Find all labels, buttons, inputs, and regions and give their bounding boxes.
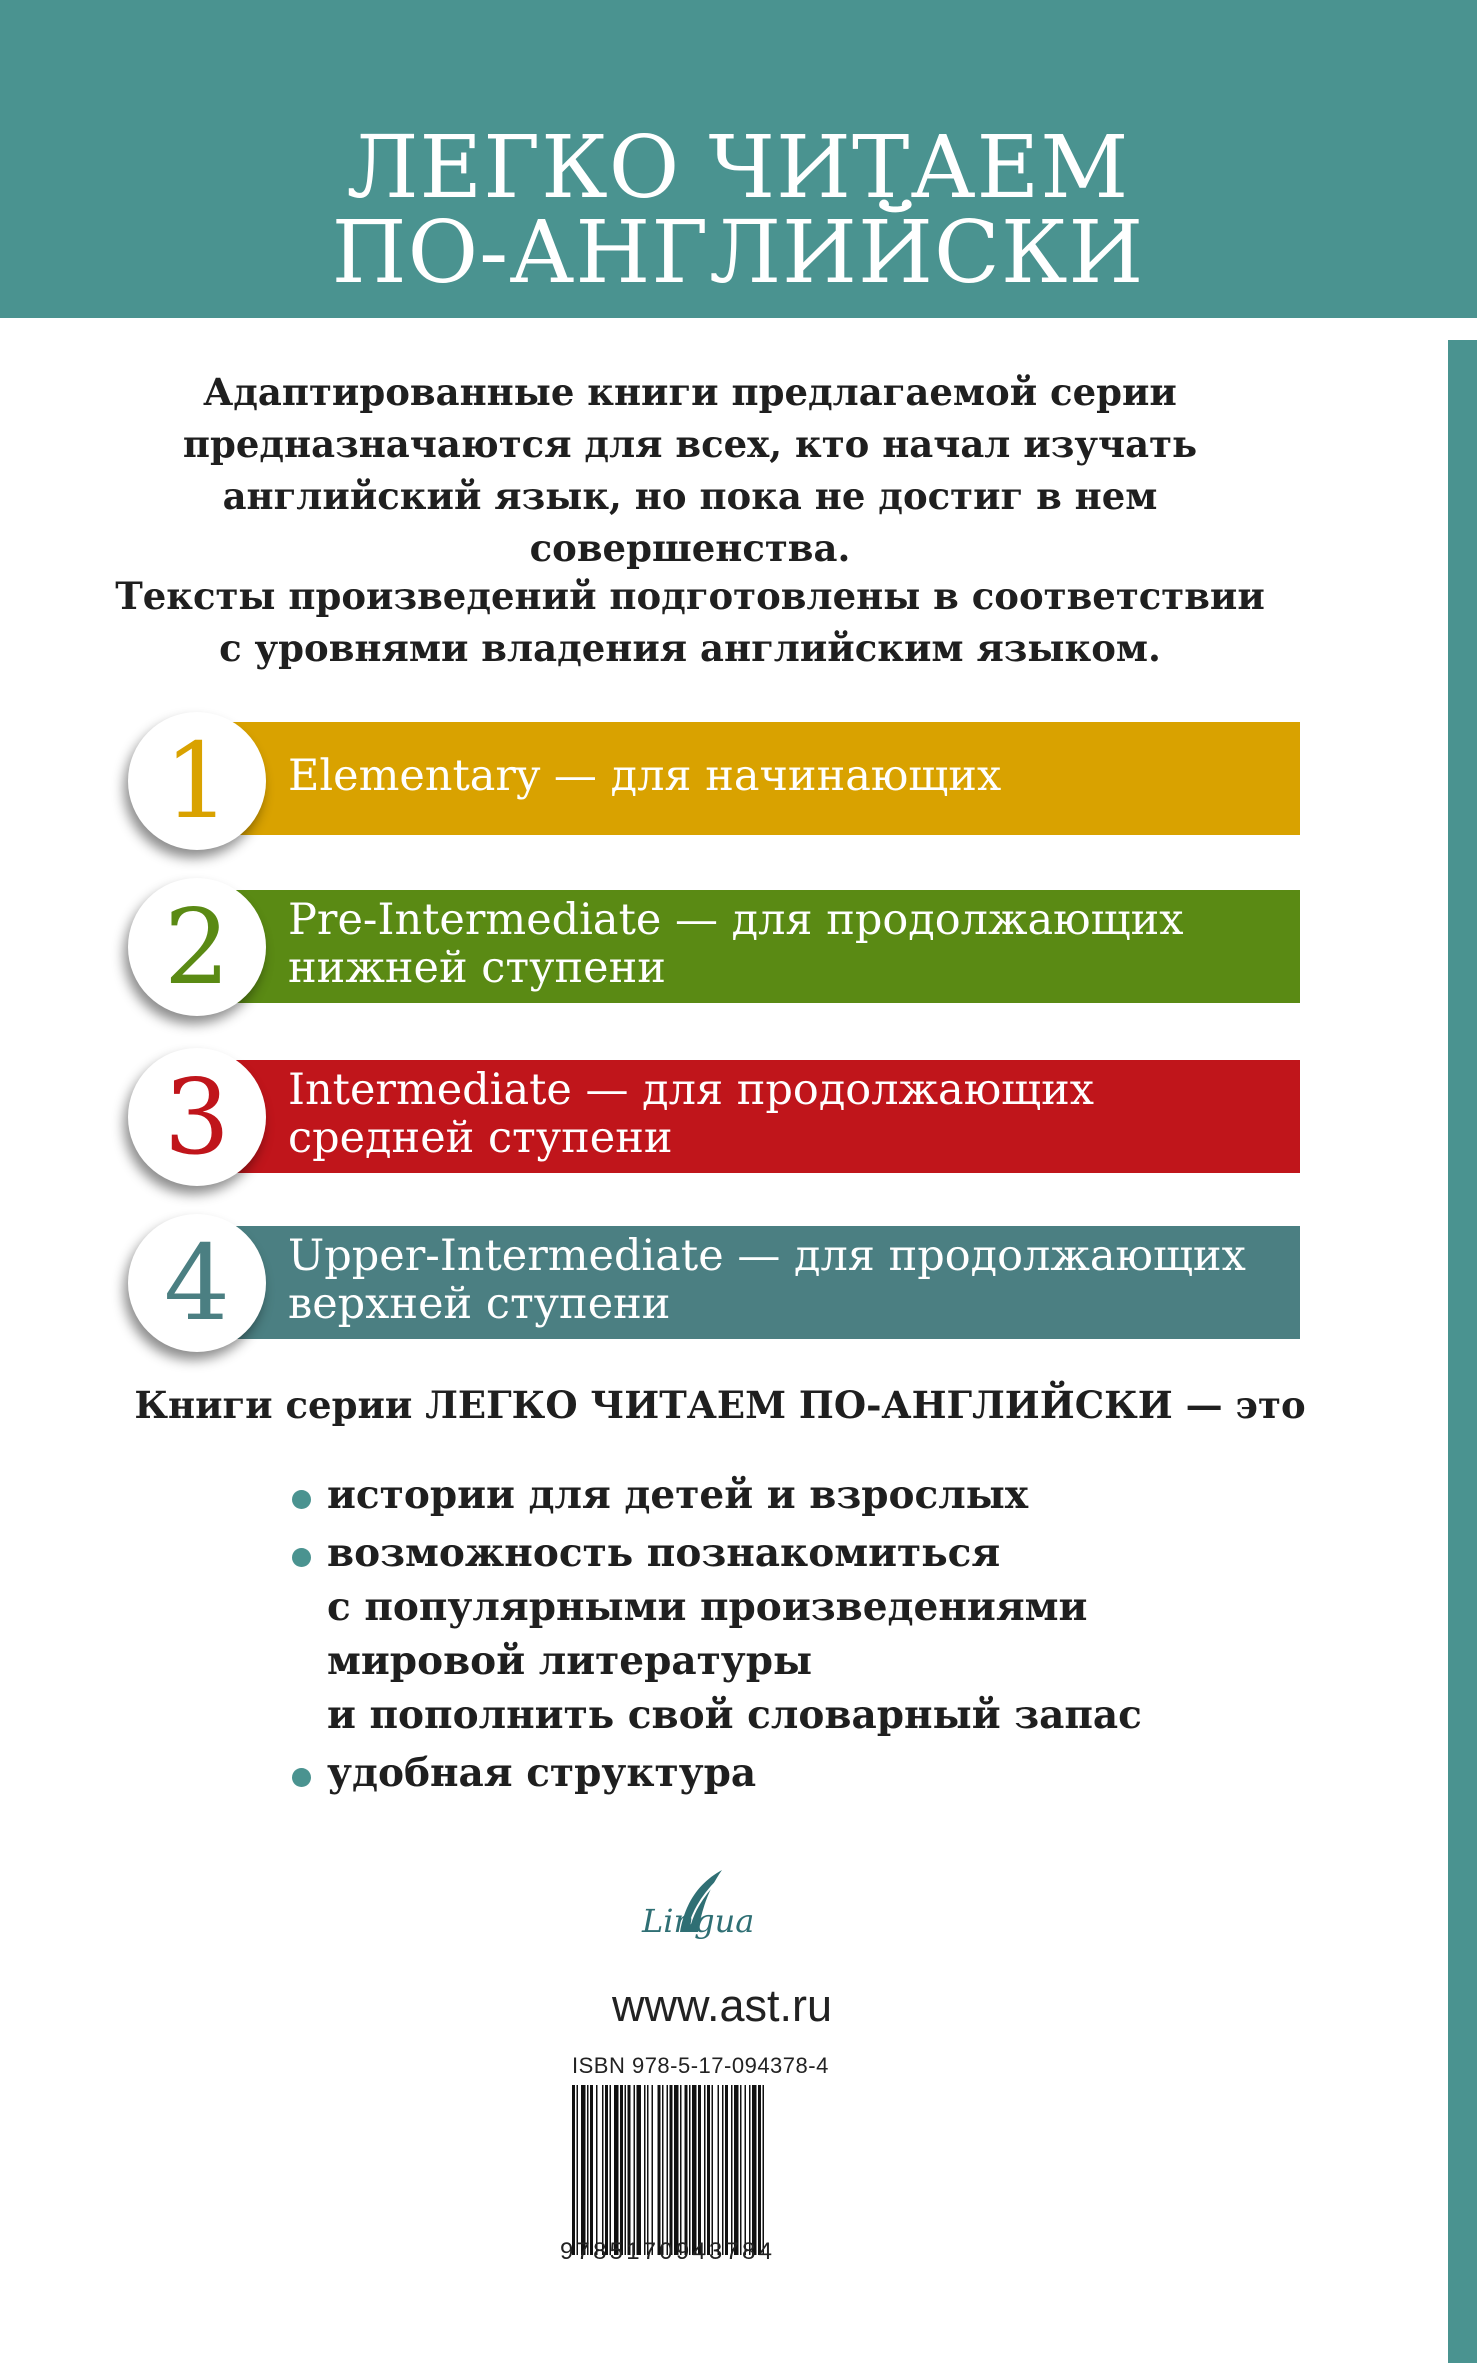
side-stripe (1448, 340, 1477, 2363)
barcode-bar (704, 2085, 706, 2255)
level-sublabel: средней ступени (288, 1113, 673, 1163)
barcode-bar (731, 2085, 733, 2255)
intro-paragraph-1 (100, 366, 1280, 574)
barcode-bar (734, 2085, 739, 2255)
barcode-bar (572, 2085, 575, 2255)
level-4-text (288, 1232, 1246, 1328)
barcode-bar (707, 2085, 710, 2255)
level-3-text (288, 1066, 1094, 1162)
list-item-text: возможность познакомиться (327, 1530, 1001, 1576)
barcode-bar (587, 2085, 589, 2255)
list-item-text: мировой литературы (327, 1638, 813, 1684)
level-2-text (288, 896, 1183, 992)
barcode-bar (605, 2085, 608, 2255)
barcode-bar (628, 2085, 631, 2255)
barcode-bar (763, 2085, 765, 2255)
level-label: Intermediate — для продолжающих (288, 1065, 1095, 1115)
intro-paragraph-2 (100, 570, 1280, 674)
barcode-bar (722, 2085, 724, 2255)
barcode-bar (581, 2085, 586, 2255)
barcode-bar (718, 2085, 720, 2255)
barcode-bar (590, 2085, 593, 2255)
barcode-bar (725, 2085, 728, 2255)
barcode-bar (634, 2085, 636, 2255)
logo-text: Lingua (642, 1902, 755, 1940)
barcode-digits: 9785170943784 (560, 2238, 776, 2265)
level-number: 2 (163, 886, 231, 1008)
level-sublabel: нижней ступени (288, 943, 666, 993)
level-3-bar (180, 1060, 1300, 1173)
series-description-heading: Книги серии ЛЕГКО ЧИТАЕМ ПО-АНГЛИЙСКИ — это (134, 1383, 1306, 1427)
intro-line: предназначаются для всех, кто начал изучать (182, 422, 1198, 466)
level-2-bar (180, 890, 1300, 1003)
barcode-bar (614, 2085, 619, 2255)
barcode-bar (692, 2085, 697, 2255)
list-item-text: и пополнить свой словарный запас (327, 1692, 1142, 1738)
level-number: 3 (163, 1056, 231, 1178)
level-2-number-badge (128, 878, 266, 1016)
list-item (290, 1746, 1190, 1800)
level-1-number-badge (128, 712, 266, 850)
barcode-bar (602, 2085, 604, 2255)
barcode-bar (662, 2085, 664, 2255)
level-number: 4 (163, 1222, 231, 1344)
barcode (572, 2085, 860, 2255)
barcode-bar (712, 2085, 714, 2255)
list-item-text: удобная структура (327, 1750, 757, 1796)
list-item (290, 1468, 1190, 1522)
bullet-icon (292, 1548, 311, 1567)
bullet-icon (292, 1768, 311, 1787)
list-item-text: с популярными произведениями (327, 1584, 1088, 1630)
features-list (290, 1468, 1190, 1804)
level-label: Upper-Intermediate — для продолжающих (288, 1231, 1246, 1281)
barcode-bar (674, 2085, 679, 2255)
series-title-line2: ПО-АНГЛИЙСКИ (331, 203, 1145, 303)
intro-line: с уровнями владения английским языком. (219, 626, 1161, 670)
barcode-bar (610, 2085, 612, 2255)
level-label: Elementary — для начинающих (288, 751, 1002, 801)
barcode-bar (740, 2085, 742, 2255)
barcode-bar (647, 2085, 649, 2255)
intro-line: Тексты произведений подготовлены в соответствии (115, 574, 1265, 618)
barcode-bar (680, 2085, 682, 2255)
barcode-bar (637, 2085, 642, 2255)
level-sublabel: верхней ступени (288, 1279, 671, 1329)
barcode-bar (667, 2085, 669, 2255)
level-number: 1 (163, 720, 231, 842)
intro-line: Адаптированные книги предлагаемой серии (203, 370, 1177, 414)
barcode-bar (689, 2085, 691, 2255)
barcode-bar (625, 2085, 627, 2255)
publisher-url: www.ast.ru (611, 1980, 833, 2031)
barcode-bar (670, 2085, 673, 2255)
header-banner (0, 0, 1477, 318)
barcode-bar (698, 2085, 701, 2255)
barcode-bar (658, 2085, 661, 2255)
barcode-bar (652, 2085, 654, 2255)
barcode-bar (758, 2085, 761, 2255)
level-4-number-badge (128, 1214, 266, 1352)
isbn-label: ISBN 978-5-17-094378-4 (572, 2053, 829, 2078)
intro-line: английский язык, но пока не достиг в нем (222, 474, 1158, 518)
barcode-bar (745, 2085, 747, 2255)
level-4-bar (180, 1226, 1300, 1339)
intro-line: совершенства. (529, 526, 851, 570)
level-1-bar (180, 722, 1300, 835)
level-label: Pre-Intermediate — для продолжающих (288, 895, 1184, 945)
barcode-bar (577, 2085, 579, 2255)
list-item (290, 1526, 1190, 1742)
barcode-bar (596, 2085, 598, 2255)
level-3-number-badge (128, 1048, 266, 1186)
barcode-bar (644, 2085, 646, 2255)
barcode-bar (749, 2085, 751, 2255)
barcode-bar (685, 2085, 688, 2255)
barcode-bar (752, 2085, 757, 2255)
lingua-logo (640, 1862, 800, 1952)
barcode-bar (620, 2085, 623, 2255)
list-item-text: истории для детей и взрослых (327, 1472, 1029, 1518)
series-title-line1: ЛЕГКО ЧИТАЕМ (346, 118, 1130, 218)
level-1-text (288, 752, 1001, 800)
bullet-icon (292, 1490, 311, 1509)
